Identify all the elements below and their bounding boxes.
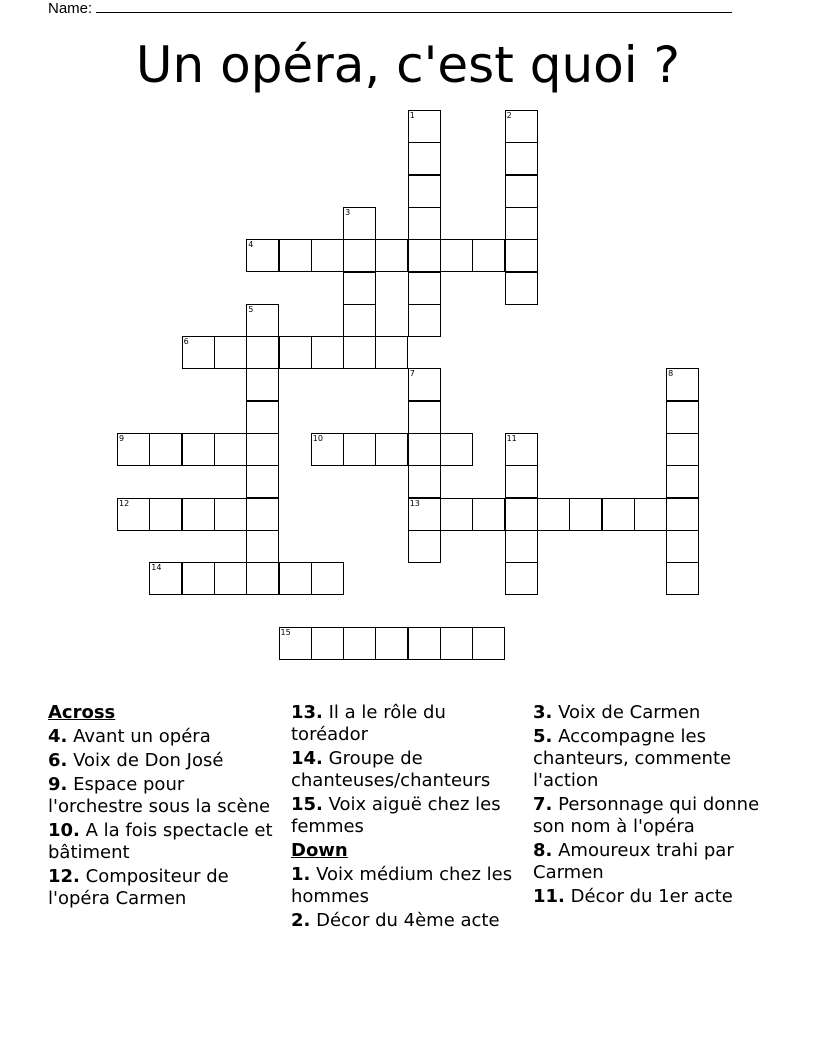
clue-text: Amoureux trahi par Carmen: [533, 840, 734, 883]
grid-cell[interactable]: [214, 562, 247, 595]
grid-cell[interactable]: [666, 498, 699, 531]
clue-number: 15: [280, 627, 291, 637]
grid-cell[interactable]: [214, 498, 247, 531]
clue-number-label: 3.: [533, 702, 553, 723]
grid-cell[interactable]: [214, 336, 247, 369]
grid-cell[interactable]: [149, 433, 182, 466]
clue-number-label: 12.: [48, 866, 80, 887]
grid-cell[interactable]: [408, 433, 441, 466]
grid-cell[interactable]: [408, 304, 441, 337]
grid-cell[interactable]: [182, 433, 215, 466]
grid-cell[interactable]: [505, 562, 538, 595]
down-heading: Down: [291, 840, 348, 861]
clue-number: 14: [151, 563, 162, 573]
across-clue: [48, 726, 280, 748]
grid-cell[interactable]: [149, 562, 182, 595]
grid-cell[interactable]: [246, 530, 279, 563]
clue-text: Accompagne les chanteurs, commente l'action: [533, 726, 732, 791]
clue-number: 2: [506, 111, 512, 120]
clue-text: Il a le rôle du toréador: [291, 702, 446, 745]
clue-number: 10: [312, 434, 323, 443]
grid-cell[interactable]: [440, 239, 473, 272]
across-clue: [291, 748, 523, 792]
grid-cell[interactable]: [246, 368, 279, 401]
clue-text: Compositeur de l'opéra Carmen: [48, 866, 229, 909]
clue-number: 6: [183, 337, 189, 347]
grid-cell[interactable]: [182, 336, 215, 369]
grid-cell[interactable]: [602, 498, 635, 531]
clue-text: Voix de Don José: [73, 750, 224, 771]
grid-cell[interactable]: [408, 465, 441, 498]
down-clue: [533, 886, 765, 908]
grid-cell[interactable]: [343, 433, 376, 466]
grid-cell[interactable]: [246, 239, 279, 272]
grid-cell[interactable]: [408, 142, 441, 175]
grid-cell[interactable]: [666, 562, 699, 595]
grid-cell[interactable]: [408, 272, 441, 305]
grid-cell[interactable]: [246, 336, 279, 369]
grid-cell[interactable]: [408, 627, 441, 660]
clue-number-label: 7.: [533, 794, 553, 815]
grid-cell[interactable]: [375, 433, 408, 466]
clue-text: Décor du 4ème acte: [316, 910, 500, 931]
grid-cell[interactable]: [505, 175, 538, 208]
grid-cell[interactable]: [246, 401, 279, 434]
grid-cell[interactable]: [666, 433, 699, 466]
clue-text: A la fois spectacle et bâtiment: [48, 820, 273, 863]
clue-number: 7: [409, 369, 415, 379]
grid-cell[interactable]: [408, 110, 441, 143]
grid-cell[interactable]: [505, 110, 538, 143]
grid-cell[interactable]: [666, 401, 699, 434]
grid-cell[interactable]: [408, 368, 441, 401]
grid-cell[interactable]: [279, 336, 312, 369]
grid-cell[interactable]: [472, 239, 505, 272]
grid-cell[interactable]: [408, 175, 441, 208]
across-clue: [48, 750, 280, 772]
grid-cell[interactable]: [311, 336, 344, 369]
grid-cell[interactable]: [375, 627, 408, 660]
down-clue: [291, 864, 523, 908]
name-blank[interactable]: [96, 0, 732, 13]
down-clue: [533, 702, 765, 724]
grid-cell[interactable]: [634, 498, 667, 531]
grid-cell[interactable]: [408, 239, 441, 272]
clue-text: Espace pour l'orchestre sous la scène: [48, 774, 271, 817]
grid-cell[interactable]: [408, 530, 441, 563]
clue-number-label: 13.: [291, 702, 323, 723]
grid-cell[interactable]: [537, 498, 570, 531]
name-line: [48, 0, 732, 18]
down-clue: [291, 910, 523, 932]
grid-cell[interactable]: [343, 239, 376, 272]
grid-cell[interactable]: [505, 498, 538, 531]
clue-number-label: 1.: [291, 864, 311, 885]
clue-number: 11: [506, 434, 517, 443]
grid-cell[interactable]: [246, 498, 279, 531]
grid-cell[interactable]: [666, 465, 699, 498]
clue-number: 8: [668, 369, 674, 379]
grid-cell[interactable]: [375, 239, 408, 272]
grid-cell[interactable]: [472, 498, 505, 531]
grid-cell[interactable]: [214, 433, 247, 466]
grid-cell[interactable]: [246, 304, 279, 337]
grid-cell[interactable]: [472, 627, 505, 660]
down-clue: [533, 794, 765, 838]
clue-number: 5: [248, 304, 254, 314]
grid-cell[interactable]: [246, 465, 279, 498]
grid-cell[interactable]: [182, 498, 215, 531]
grid-cell[interactable]: [343, 207, 376, 240]
grid-cell[interactable]: [408, 498, 441, 531]
down-clue: [533, 726, 765, 792]
clue-number-label: 2.: [291, 910, 311, 931]
grid-cell[interactable]: [246, 562, 279, 595]
grid-cell[interactable]: [569, 498, 602, 531]
clue-number: 1: [409, 111, 415, 120]
clue-number-label: 11.: [533, 886, 565, 907]
grid-cell[interactable]: [505, 207, 538, 240]
grid-cell[interactable]: [117, 433, 150, 466]
grid-cell[interactable]: [311, 627, 344, 660]
down-clue: [533, 840, 765, 884]
grid-cell[interactable]: [246, 433, 279, 466]
grid-cell[interactable]: [505, 272, 538, 305]
grid-cell[interactable]: [279, 627, 312, 660]
grid-cell[interactable]: [279, 239, 312, 272]
grid-cell[interactable]: [343, 272, 376, 305]
grid-cell[interactable]: [408, 401, 441, 434]
clue-number: 12: [119, 498, 130, 508]
name-label: Name:: [48, 0, 93, 17]
clues-column-1: [48, 702, 280, 912]
clue-number-label: 5.: [533, 726, 553, 747]
grid-cell[interactable]: [375, 336, 408, 369]
grid-cell[interactable]: [408, 207, 441, 240]
across-clue: [48, 820, 280, 864]
page-title: Un opéra, c'est quoi ?: [135, 36, 681, 94]
grid-cell[interactable]: [666, 530, 699, 563]
grid-cell[interactable]: [666, 368, 699, 401]
clue-text: Avant un opéra: [73, 726, 211, 747]
grid-cell[interactable]: [440, 627, 473, 660]
clue-number-label: 10.: [48, 820, 80, 841]
grid-cell[interactable]: [505, 239, 538, 272]
grid-cell[interactable]: [505, 142, 538, 175]
grid-cell[interactable]: [311, 562, 344, 595]
clue-number: 3: [345, 207, 351, 217]
grid-cell[interactable]: [311, 433, 344, 466]
grid-cell[interactable]: [149, 498, 182, 531]
clue-text: Groupe de chanteuses/chanteurs: [291, 748, 491, 791]
across-clue: [291, 794, 523, 838]
clues-column-2: [291, 702, 523, 934]
clue-number-label: 9.: [48, 774, 68, 795]
clue-number-label: 8.: [533, 840, 553, 861]
clue-number-label: 14.: [291, 748, 323, 769]
clue-number-label: 4.: [48, 726, 68, 747]
clue-text: Voix aiguë chez les femmes: [291, 794, 501, 837]
clue-text: Personnage qui donne son nom à l'opéra: [533, 794, 760, 837]
across-heading: Across: [48, 702, 116, 723]
grid-cell[interactable]: [343, 304, 376, 337]
grid-cell[interactable]: [311, 239, 344, 272]
grid-cell[interactable]: [343, 627, 376, 660]
grid-cell[interactable]: [505, 433, 538, 466]
grid-cell[interactable]: [279, 562, 312, 595]
clue-number-label: 6.: [48, 750, 68, 771]
clue-text: Décor du 1er acte: [570, 886, 733, 907]
across-clue: [48, 866, 280, 910]
clue-number: 9: [119, 434, 125, 443]
clues-column-3: [533, 702, 765, 910]
clue-number: 13: [409, 498, 420, 508]
grid-cell[interactable]: [117, 498, 150, 531]
clue-number: 4: [248, 240, 254, 250]
across-clue: [291, 702, 523, 746]
clue-number-label: 15.: [291, 794, 323, 815]
across-clue: [48, 774, 280, 818]
grid-cell[interactable]: [505, 465, 538, 498]
grid-cell[interactable]: [343, 336, 376, 369]
clue-text: Voix médium chez les hommes: [291, 864, 513, 907]
grid-cell[interactable]: [440, 498, 473, 531]
grid-cell[interactable]: [505, 530, 538, 563]
clue-text: Voix de Carmen: [558, 702, 701, 723]
grid-cell[interactable]: [440, 433, 473, 466]
grid-cell[interactable]: [182, 562, 215, 595]
